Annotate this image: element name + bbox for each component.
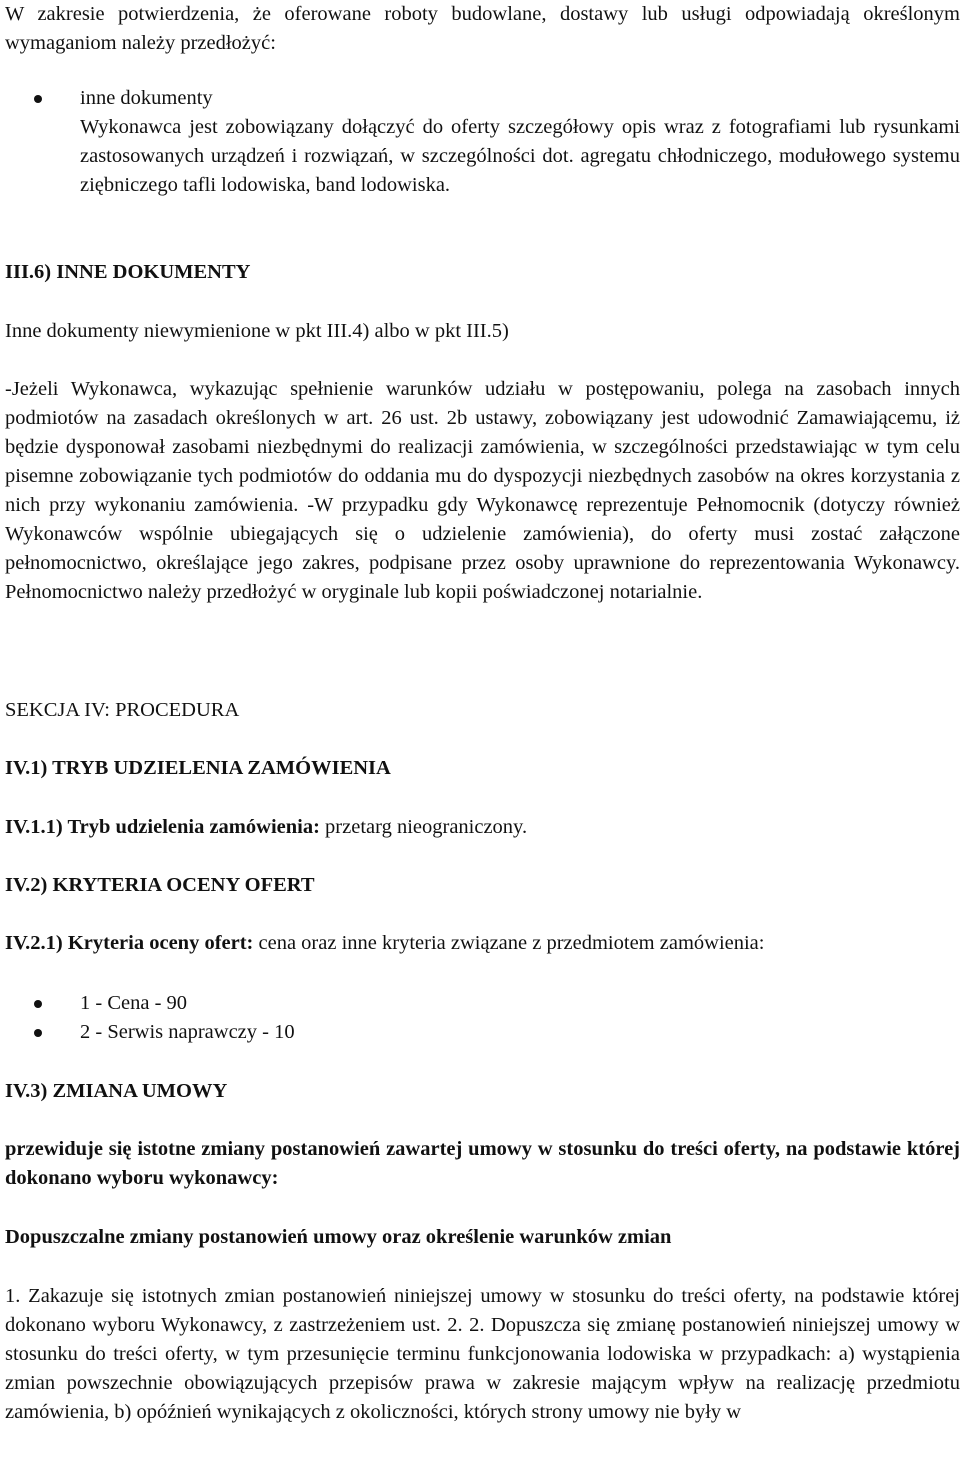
list-item-title: inne dokumenty [80,87,213,109]
tender-mode-line [5,813,960,842]
section-heading-iv3: IV.3) ZMIANA UMOWY [5,1080,228,1102]
criteria-label: IV.2.1) Kryteria oceny ofert: [5,932,254,954]
section-subheading-iii6: Inne dokumenty niewymienione w pkt III.4) albo w pkt III.5) [5,320,509,342]
intro-paragraph: W zakresie potwierdzenia, że oferowane roboty budowlane, dostawy lub usługi odpowiadają określonym wymaganiom należy przedłożyć: [5,3,960,54]
contract-changes-subheading: Dopuszczalne zmiany postanowień umowy oraz określenie warunków zmian [5,1226,672,1248]
bullet-icon [34,95,42,103]
bullet-icon [34,1029,42,1037]
section-body-iii6: -Jeżeli Wykonawca, wykazując spełnienie warunków udziału w postępowaniu, polega na zasobach innych podmiotów na zasadach określonych w art. 26 ust. 2b ustawy, zobowiązany jest udowodnić Zamawiającemu, iż będzie dysponował zasobami niezbędnymi do realizacji zamówienia, w szczególności przedstawiając w tym celu pisemne zobowiązanie tych podmiotów do oddania mu do dyspozycji niezbędnych zasobów na okres korzystania z nich przy wykonaniu zamówienia. -W przypadku gdy Wykonawcę reprezentuje Pełnomocnik (dotyczy również Wykonawców wspólnie ubiegających się o udzielenie zamówienia), do oferty musi zostać załączone pełnomocnictwo, określające jego zakres, podpisane przez osoby uprawnione do reprezentowania Wykonawcy. Pełnomocnictwo należy przedłożyć w oryginale lub kopii poświadczonej notarialnie. [5,378,960,603]
tender-mode-value: przetarg nieograniczony. [319,816,528,838]
documents-list [5,84,960,200]
list-item [5,989,960,1018]
criteria-item-service: 2 - Serwis naprawczy - 10 [80,1021,295,1043]
criteria-list [5,989,960,1047]
contract-changes-body: 1. Zakazuje się istotnych zmian postanowień niniejszej umowy w stosunku do treści oferty, na podstawie której dokonano wyboru Wykonawcy, z zastrzeżeniem ust. 2. 2. Dopuszcza się zmianę postanowień niniejszej umowy w stosunku do treści oferty, w tym przesunięcie terminu funkcjonowania lodowiska w przypadkach: a) wystąpienia zmian powszechnie obowiązujących przepisów prawa w zakresie mającym wpływ na realizację przedmiotu zamówienia, b) opóźnień wynikających z okoliczności, których strony umowy nie były w [5,1285,960,1423]
criteria-line [5,929,960,958]
criteria-value: cena oraz inne kryteria związane z przedmiotem zamówienia: [253,932,765,954]
criteria-item-price: 1 - Cena - 90 [80,992,188,1014]
list-item [5,84,960,200]
section-4-title: SEKCJA IV: PROCEDURA [5,699,240,721]
section-heading-iv1: IV.1) TRYB UDZIELENIA ZAMÓWIENIA [5,757,391,779]
list-item [5,1018,960,1047]
bullet-icon [34,1000,42,1008]
tender-mode-label: IV.1.1) Tryb udzielenia zamówienia: [5,816,320,838]
section-heading-iv2: IV.2) KRYTERIA OCENY OFERT [5,874,315,896]
section-heading-iii6: III.6) INNE DOKUMENTY [5,261,251,283]
contract-changes-statement: przewiduje się istotne zmiany postanowień zawartej umowy w stosunku do treści oferty, na podstawie której dokonano wyboru wykonawcy: [5,1138,960,1189]
list-item-text: Wykonawca jest zobowiązany dołączyć do oferty szczegółowy opis wraz z fotografiami lub rysunkami zastosowanych urządzeń i rozwiązań, w szczególności dot. agregatu chłodniczego, modułowego systemu ziębniczego tafli lodowiska, band lodowiska. [80,116,960,196]
